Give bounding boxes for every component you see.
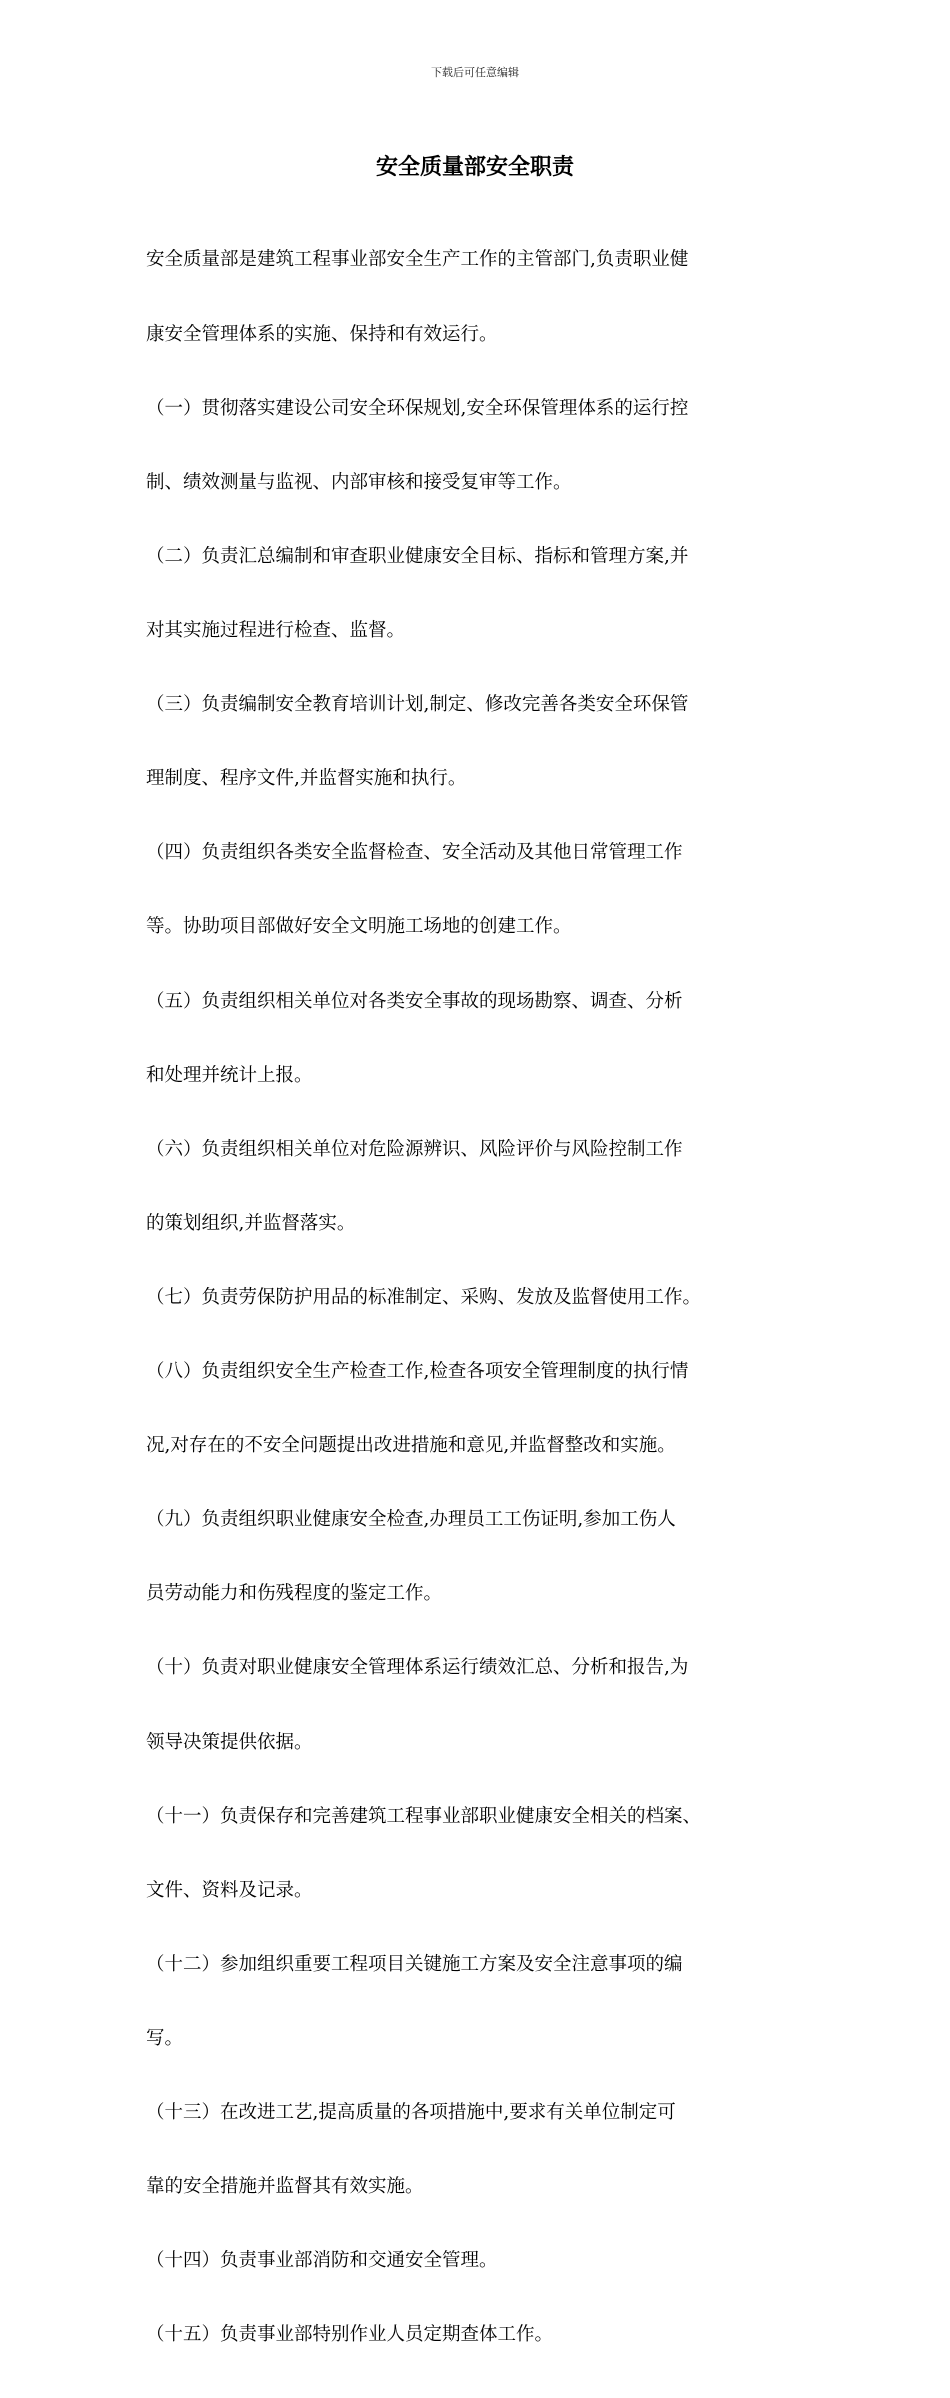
body-line: 领导决策提供依据。 bbox=[146, 1731, 313, 1753]
body-line: 制、绩效测量与监视、内部审核和接受复审等工作。 bbox=[146, 471, 572, 493]
body-line: 和处理并统计上报。 bbox=[146, 1064, 313, 1086]
body-line: （六）负责组织相关单位对危险源辨识、风险评价与风险控制工作 bbox=[146, 1138, 683, 1160]
body-line: （九）负责组织职业健康安全检查,办理员工工伤证明,参加工伤人 bbox=[146, 1509, 676, 1531]
body-line: 的策划组织,并监督落实。 bbox=[146, 1212, 356, 1234]
body-line: （八）负责组织安全生产检查工作,检查各项安全管理制度的执行情 bbox=[146, 1361, 689, 1383]
header-note: 下载后可任意编辑 bbox=[431, 66, 519, 79]
body-line: （十三）在改进工艺,提高质量的各项措施中,要求有关单位制定可 bbox=[146, 2102, 676, 2124]
body-line: （三）负责编制安全教育培训计划,制定、修改完善各类安全环保管 bbox=[146, 694, 689, 716]
body-line: 安全质量部是建筑工程事业部安全生产工作的主管部门,负责职业健 bbox=[146, 249, 689, 271]
body-line: 员劳动能力和伤残程度的鉴定工作。 bbox=[146, 1583, 443, 1605]
body-line: （五）负责组织相关单位对各类安全事故的现场勘察、调查、分析 bbox=[146, 990, 683, 1012]
body-line: 理制度、程序文件,并监督实施和执行。 bbox=[146, 768, 467, 790]
body-line: 等。协助项目部做好安全文明施工场地的创建工作。 bbox=[146, 916, 572, 938]
body-line: （十四）负责事业部消防和交通安全管理。 bbox=[146, 2250, 498, 2272]
body-line: （十五）负责事业部特别作业人员定期查体工作。 bbox=[146, 2324, 554, 2346]
body-line: （一）贯彻落实建设公司安全环保规划,安全环保管理体系的运行控 bbox=[146, 397, 689, 419]
body-line: 康安全管理体系的实施、保持和有效运行。 bbox=[146, 323, 498, 345]
body-line: 文件、资料及记录。 bbox=[146, 1879, 313, 1901]
body-line: 况,对存在的不安全问题提出改进措施和意见,并监督整改和实施。 bbox=[146, 1435, 676, 1457]
body-line: 写。 bbox=[146, 2028, 184, 2050]
document-title: 安全质量部安全职责 bbox=[375, 155, 574, 180]
body-line: 对其实施过程进行检查、监督。 bbox=[146, 619, 406, 641]
body-line: （四）负责组织各类安全监督检查、安全活动及其他日常管理工作 bbox=[146, 842, 683, 864]
body-line: （十一）负责保存和完善建筑工程事业部职业健康安全相关的档案、 bbox=[146, 1805, 702, 1827]
body-line: 靠的安全措施并监督其有效实施。 bbox=[146, 2176, 424, 2198]
body-line: （二）负责汇总编制和审查职业健康安全目标、指标和管理方案,并 bbox=[146, 545, 689, 567]
body-line: （十二）参加组织重要工程项目关键施工方案及安全注意事项的编 bbox=[146, 1953, 683, 1975]
document-body bbox=[146, 199, 826, 2398]
body-line: （七）负责劳保防护用品的标准制定、采购、发放及监督使用工作。 bbox=[146, 1286, 702, 1308]
body-line: （十）负责对职业健康安全管理体系运行绩效汇总、分析和报告,为 bbox=[146, 1657, 689, 1679]
